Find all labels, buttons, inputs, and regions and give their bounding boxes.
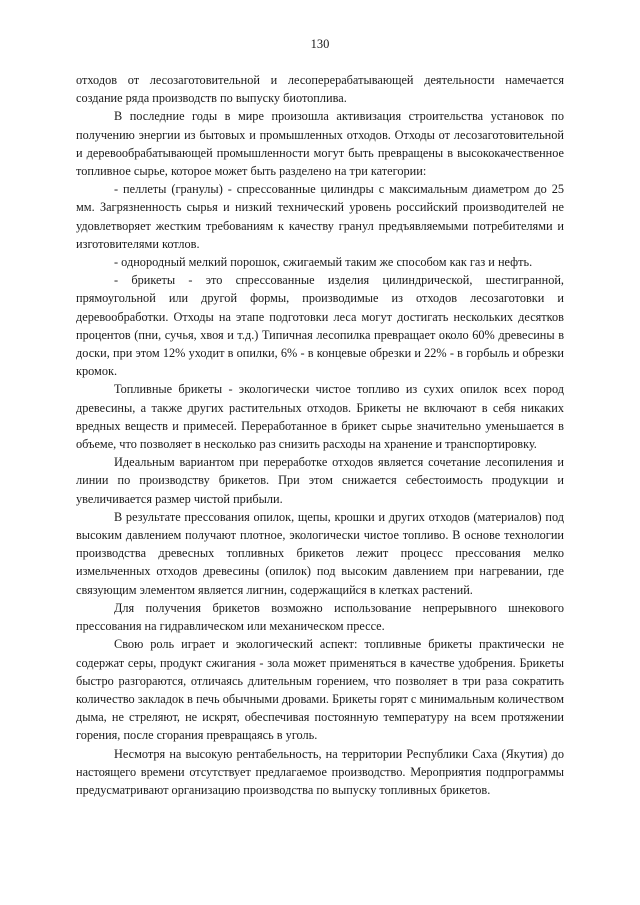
paragraph: В последние годы в мире произошла активизация строительства установок по получению энергии из бытовых и промышленных отходов. Отходы от лесозаготовительной и деревообрабатывающей промышленности могут быть превращены в высококачественное топливное сырье, которое может быть разделено на три категории: xyxy=(76,109,564,179)
paragraph: отходов от лесозаготовительной и лесоперерабатывающей деятельности намечается создание ряда производств по выпуску биотоплива. xyxy=(76,73,564,106)
paragraph: - брикеты - это спрессованные изделия цилиндрической, шестигранной, прямоугольной или другой формы, производимые из отходов лесозаготовки и деревообработки. Отходы на этапе подготовки леса могут достигать нескольких десятков процентов (пни, сучья, хвоя и т.д.) Типичная лесопилка превращает около 60% древесины в доски, при этом 12% уходит в опилки, 6% - в концевые обрезки и 22% - в горбыль и обрезки кромок. xyxy=(76,273,564,379)
paragraph: Топливные брикеты - экологически чистое топливо из сухих опилок всех пород древесины, а также других растительных отходов. Брикеты не включают в себя никаких вредных веществ и примесей. Переработанное в брикет сырье значительно уменьшается в объеме, что позволяет в несколько раз снизить расходы на хранение и транспортировку. xyxy=(76,382,564,452)
page-number: 130 xyxy=(310,37,330,51)
paragraph: Несмотря на высокую рентабельность, на территории Республики Саха (Якутия) до настоящего времени отсутствует предлагаемое производство. Мероприятия подпрограммы предусматривают организацию производства по выпуску топливных брикетов. xyxy=(76,746,564,797)
paragraph: - однородный мелкий порошок, сжигаемый таким же способом как газ и нефть. xyxy=(114,255,533,270)
paragraph: Для получения брикетов возможно использование непрерывного шнекового прессования на гидравлическом или механическом прессе. xyxy=(76,600,564,634)
paragraph: Свою роль играет и экологический аспект: топливные брикеты практически не содержат серы, продукт сжигания - зола может применяться в качестве удобрения. Брикеты быстро разгораются, отличаясь длительным горением, что позволяет в три раза сократить количество закладок в печь обычными дровами. Брикеты горят с минимальным количеством дыма, не стреляют, не искрят, обеспечивая постоянную температуру на всем протяжении горения, после сгорания превращаясь в уголь. xyxy=(76,637,564,743)
paragraph: Идеальным вариантом при переработке отходов является сочетание лесопиления и линии по производству брикетов. При этом снижается себестоимость продукции и увеличивается размер чистой прибыли. xyxy=(76,455,564,506)
paragraph: - пеллеты (гранулы) - спрессованные цилиндры с максимальным диаметром до 25 мм. Загрязненность сырья и низкий технический уровень российский производителей не удовлетворяет жестким требованиям к качеству гранул предъявляемыми потребителями и изготовителями котлов. xyxy=(76,182,564,251)
text-body xyxy=(76,71,564,799)
paragraph: В результате прессования опилок, щепы, крошки и других отходов (материалов) под высоким давлением получают плотное, экологически чистое топливо. В основе технологии производства древесных топливных брикетов лежит процесс прессования мелко измельченных отходов древесины (опилок) под высоким давлением при нагревании, где связующим элементом является лигнин, содержащийся в клетках растений. xyxy=(76,509,564,597)
